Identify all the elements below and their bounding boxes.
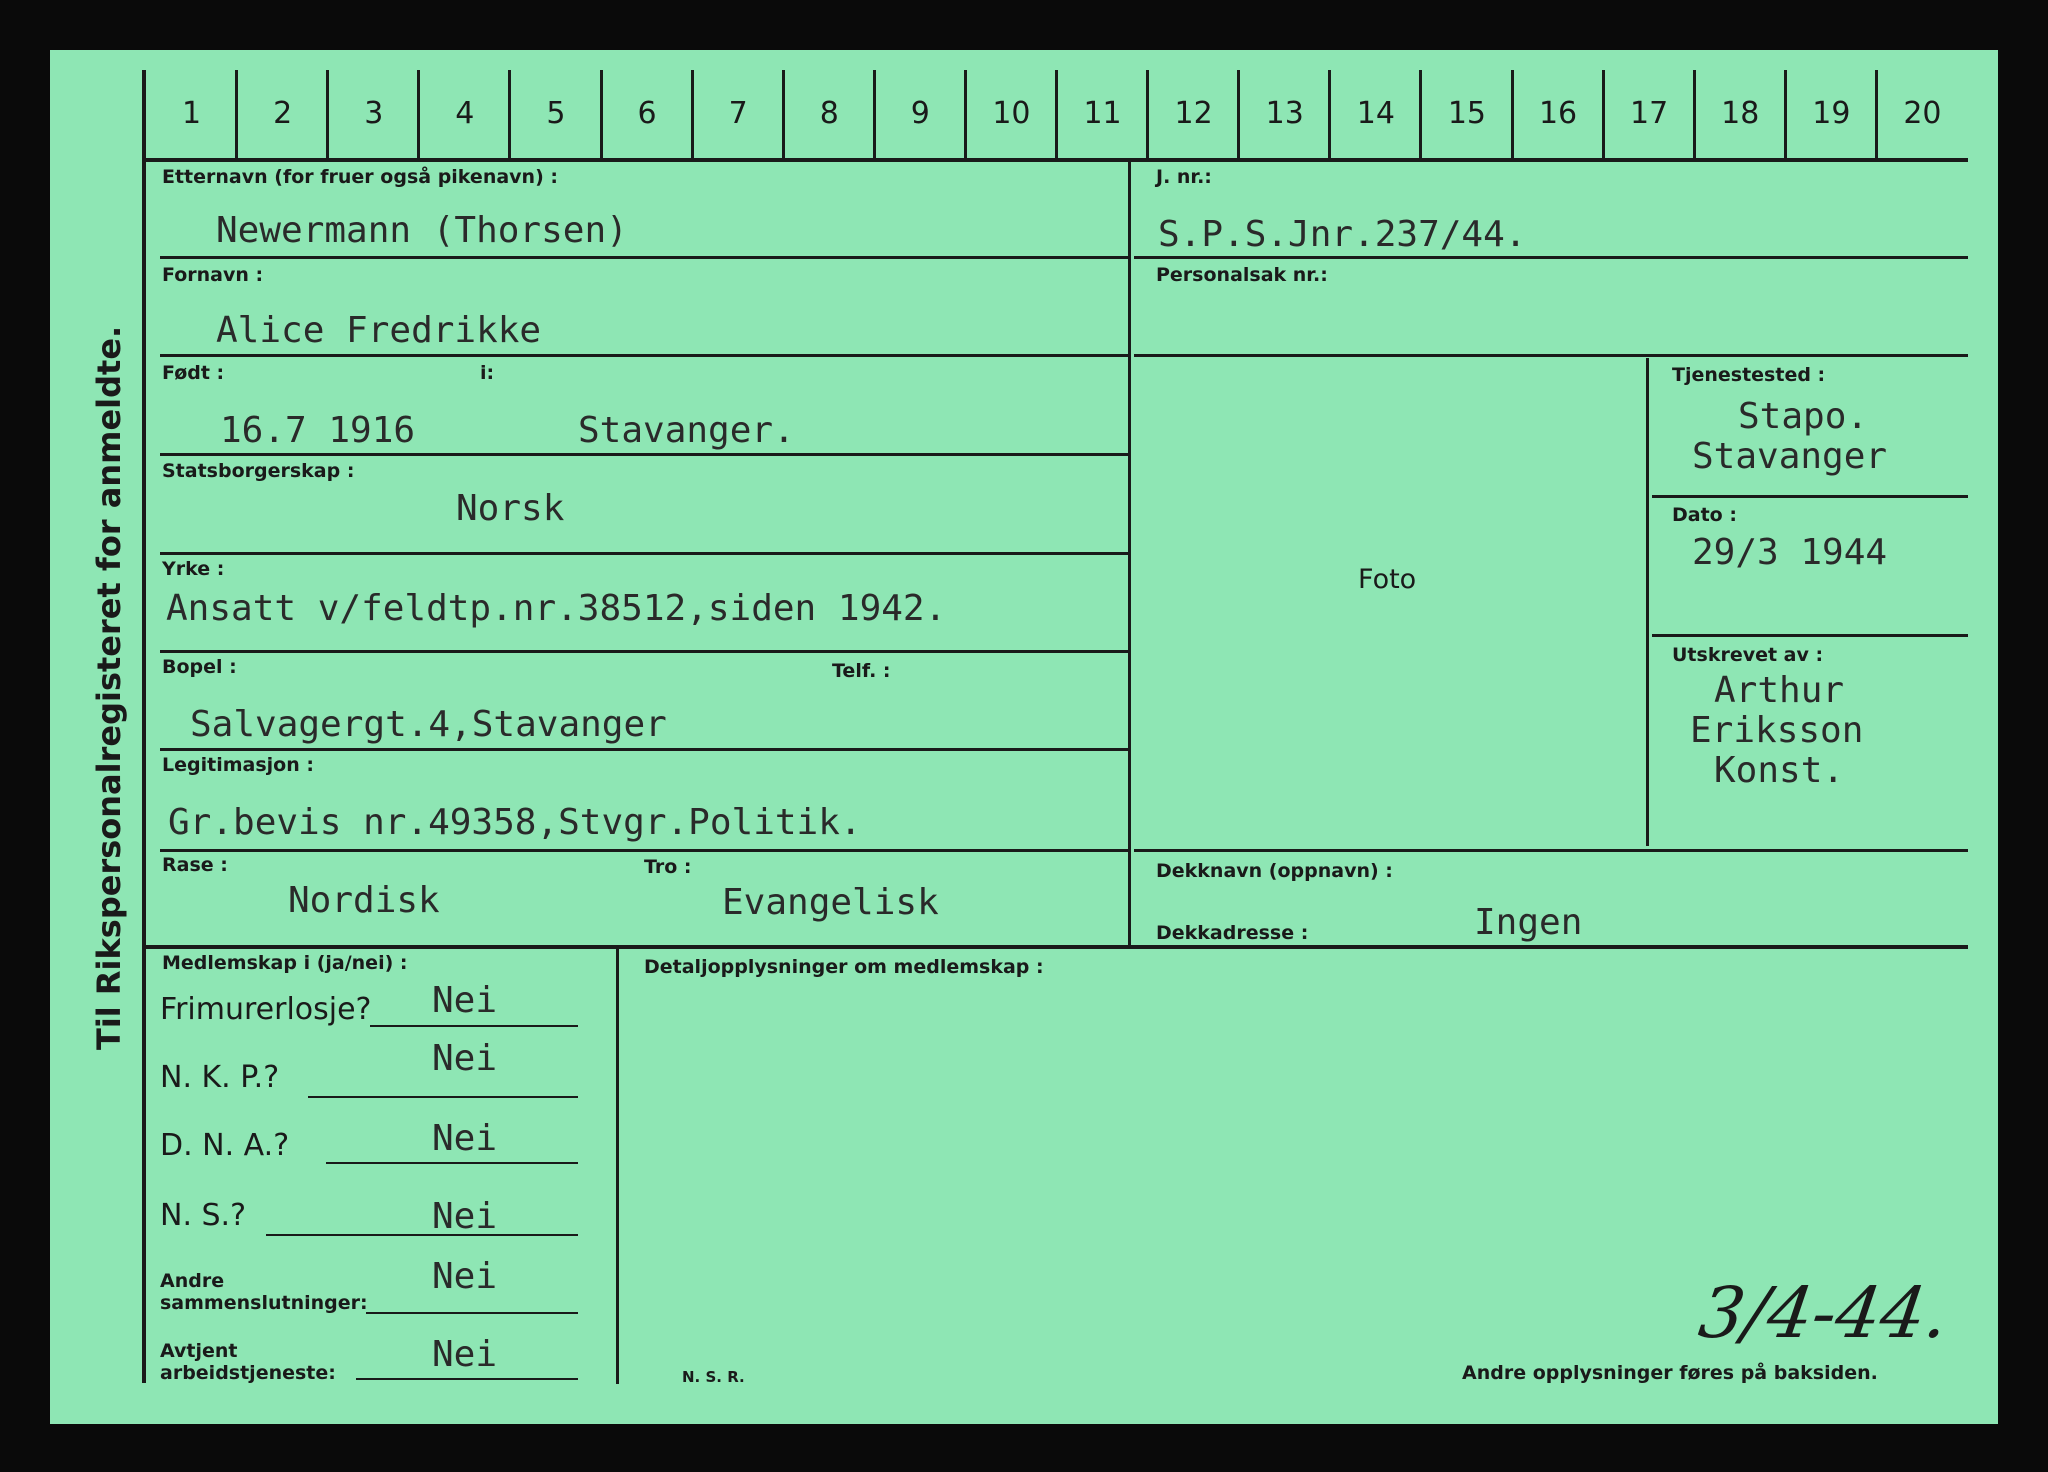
- born-in-label: i:: [480, 362, 495, 384]
- column-separator: [1055, 70, 1058, 158]
- other-orgs-label-2: sammenslutninger:: [160, 1292, 368, 1314]
- right-column-divider: [1646, 358, 1649, 846]
- side-text: Til Rikspersonalregisteret for anmeldte.: [90, 325, 128, 1050]
- column-separator: [964, 70, 967, 158]
- address-value: Salvagergt.4,Stavanger: [190, 704, 667, 745]
- column-number: 2: [273, 96, 293, 131]
- cover-address-value: Ingen: [1474, 902, 1583, 943]
- other-orgs-value: Nei: [432, 1256, 498, 1297]
- answer-line: [308, 1096, 578, 1098]
- column-number: 18: [1721, 96, 1760, 131]
- answer-line: [366, 1312, 578, 1314]
- column-number: 16: [1538, 96, 1578, 131]
- labor-service-label-2: arbeidstjeneste:: [160, 1362, 336, 1384]
- row-line: [160, 453, 1128, 456]
- column-separator: [1328, 70, 1331, 158]
- column-number: 17: [1630, 96, 1669, 131]
- nkp-value: Nei: [432, 1038, 498, 1079]
- identification-value: Gr.bevis nr.49358,Stvgr.Politik.: [168, 802, 862, 843]
- column-separator: [1875, 70, 1878, 158]
- membership-details-label: Detaljopplysninger om medlemskap :: [644, 956, 1044, 978]
- date-value: 29/3 1944: [1692, 532, 1888, 573]
- column-number: 11: [1083, 96, 1122, 131]
- column-number: 9: [910, 96, 930, 131]
- first-name-label: Fornavn :: [162, 264, 264, 286]
- row-line: [1652, 634, 1968, 637]
- journal-number-label: J. nr.:: [1156, 166, 1212, 188]
- row-line: [160, 748, 1128, 751]
- column-number: 1: [182, 96, 202, 131]
- lower-divider: [616, 948, 619, 1384]
- answer-line: [326, 1162, 578, 1164]
- dna-label: D. N. A.?: [160, 1128, 290, 1163]
- identification-label: Legitimasjon :: [162, 754, 314, 776]
- column-number: 4: [455, 96, 475, 131]
- column-separator: [1419, 70, 1422, 158]
- address-label: Bopel :: [162, 656, 237, 678]
- column-separator: [1237, 70, 1240, 158]
- row-line: [160, 849, 1128, 852]
- journal-number-value: S.P.S.Jnr.237/44.: [1158, 214, 1527, 255]
- occupation-value: Ansatt v/feldtp.nr.38512,siden 1942.: [166, 588, 947, 629]
- answer-line: [266, 1234, 578, 1236]
- left-border-line: [142, 70, 146, 1383]
- duty-station-label: Tjenestested :: [1672, 364, 1826, 386]
- column-separator: [782, 70, 785, 158]
- handwritten-date: 3/4-44.: [1694, 1272, 1954, 1354]
- date-label: Dato :: [1672, 504, 1737, 526]
- birthplace-value: Stavanger.: [578, 410, 795, 451]
- freemason-value: Nei: [432, 980, 498, 1021]
- footer-note: Andre opplysninger føres på baksiden.: [1462, 1362, 1878, 1384]
- row-line: [160, 354, 1128, 357]
- row-line: [1652, 495, 1968, 498]
- column-number: 15: [1447, 96, 1487, 131]
- center-divider: [1128, 162, 1131, 946]
- column-separator: [1146, 70, 1149, 158]
- top-header-line: [142, 158, 1968, 162]
- column-number: 20: [1903, 96, 1942, 131]
- personnel-case-label: Personalsak nr.:: [1156, 264, 1328, 286]
- answer-line: [370, 1025, 578, 1027]
- citizenship-label: Statsborgerskap :: [162, 460, 355, 482]
- cover-address-label: Dekkadresse :: [1156, 922, 1309, 944]
- column-separator: [600, 70, 603, 158]
- issued-by-label: Utskrevet av :: [1672, 644, 1824, 666]
- faith-label: Tro :: [644, 856, 692, 878]
- cover-name-label: Dekknavn (oppnavn) :: [1156, 860, 1393, 882]
- dna-value: Nei: [432, 1118, 498, 1159]
- photo-label: Foto: [1358, 564, 1417, 595]
- column-separator: [1693, 70, 1696, 158]
- column-separator: [873, 70, 876, 158]
- phone-label: Telf. :: [832, 660, 891, 682]
- faith-value: Evangelisk: [722, 882, 939, 923]
- answer-line: [356, 1378, 578, 1380]
- citizenship-value: Norsk: [456, 488, 565, 529]
- labor-service-label: Avtjent: [160, 1340, 238, 1362]
- column-separator: [417, 70, 420, 158]
- column-separator: [1602, 70, 1605, 158]
- duty-station-value-1: Stapo.: [1738, 396, 1869, 437]
- nsr-mark: N. S. R.: [682, 1368, 745, 1386]
- column-number: 13: [1265, 96, 1304, 131]
- surname-label: Etternavn (for fruer også pikenavn) :: [162, 166, 558, 188]
- column-separator: [691, 70, 694, 158]
- issued-by-value-3: Konst.: [1714, 750, 1845, 791]
- ns-label: N. S.?: [160, 1198, 247, 1233]
- column-number: 10: [992, 96, 1031, 131]
- column-number: 8: [819, 96, 839, 131]
- column-separator: [235, 70, 238, 158]
- row-line: [1134, 354, 1968, 357]
- race-label: Rase :: [162, 854, 228, 876]
- race-value: Nordisk: [288, 880, 440, 921]
- column-number: 6: [637, 96, 657, 131]
- column-separator: [508, 70, 511, 158]
- nkp-label: N. K. P.?: [160, 1060, 280, 1095]
- column-separator: [326, 70, 329, 158]
- row-line: [1134, 849, 1968, 852]
- column-number: 7: [728, 96, 748, 131]
- first-name-value: Alice Fredrikke: [216, 310, 542, 351]
- duty-station-value-2: Stavanger: [1692, 436, 1888, 477]
- ns-value: Nei: [432, 1196, 498, 1237]
- column-number: 14: [1356, 96, 1395, 131]
- column-number: 12: [1174, 96, 1213, 131]
- issued-by-value-1: Arthur: [1714, 670, 1845, 711]
- surname-value: Newermann (Thorsen): [216, 210, 628, 251]
- column-number: 5: [546, 96, 566, 131]
- column-separator: [1784, 70, 1787, 158]
- issued-by-value-2: Eriksson: [1690, 710, 1864, 751]
- row-line: [1134, 256, 1968, 259]
- born-label: Født :: [162, 362, 225, 384]
- column-number: 3: [364, 96, 384, 131]
- freemason-label: Frimurerlosje?: [160, 992, 372, 1027]
- column-number: 19: [1812, 96, 1851, 131]
- birth-date-value: 16.7 1916: [220, 410, 416, 451]
- column-separator: [1511, 70, 1514, 158]
- labor-service-value: Nei: [432, 1334, 498, 1375]
- row-line: [160, 552, 1128, 555]
- row-line: [160, 650, 1128, 653]
- row-line: [146, 945, 1968, 949]
- row-line: [160, 256, 1128, 259]
- other-orgs-label: Andre: [160, 1270, 225, 1292]
- membership-label: Medlemskap i (ja/nei) :: [162, 952, 408, 974]
- occupation-label: Yrke :: [162, 558, 225, 580]
